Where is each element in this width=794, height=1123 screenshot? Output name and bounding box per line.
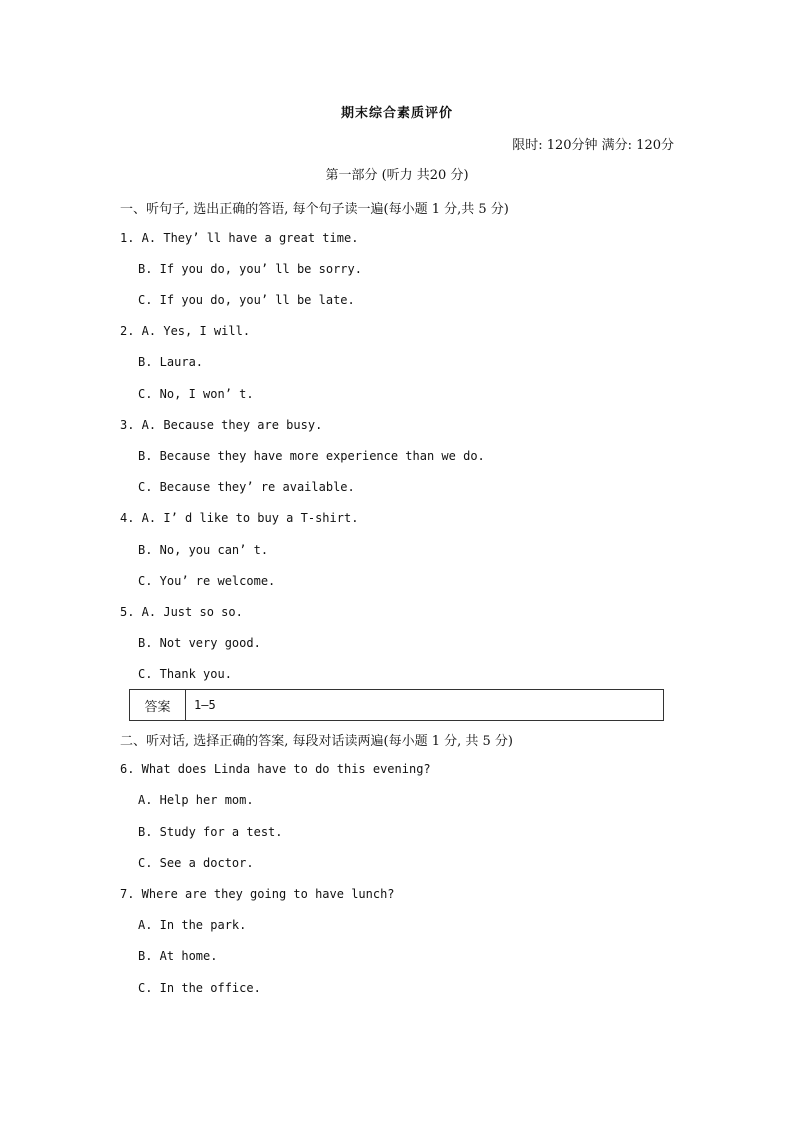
question-1: 1. A. They’ ll have a great time. (120, 231, 359, 245)
q7-option-a: A. In the park. (138, 918, 247, 932)
section-2-heading: 二、听对话, 选择正确的答案, 每段对话读两遍(每小题 1 分, 共 5 分) (120, 734, 514, 749)
q6-option-c: C. See a doctor. (138, 856, 254, 870)
q2-option-b: B. Laura. (138, 355, 204, 369)
question-4: 4. A. I’ d like to buy a T-shirt. (120, 511, 359, 525)
answer-range: 1—5 (194, 698, 216, 712)
q6-option-b: B. Study for a test. (138, 825, 283, 839)
q4-option-b: B. No, you can’ t. (138, 543, 269, 557)
q3-option-b: B. Because they have more experience than we do. (138, 449, 485, 463)
question-7: 7. Where are they going to have lunch? (120, 887, 395, 901)
q7-option-c: C. In the office. (138, 981, 261, 995)
q2-option-c: C. No, I won’ t. (138, 387, 254, 401)
page-title: 期末综合素质评价 (340, 106, 453, 121)
question-6: 6. What does Linda have to do this evening? (120, 762, 431, 776)
time-score-info: 限时: 120分钟 满分: 120分 (512, 138, 674, 153)
q6-option-a: A. Help her mom. (138, 793, 254, 807)
answer-table (129, 689, 664, 721)
q7-option-b: B. At home. (138, 949, 218, 963)
question-2: 2. A. Yes, I will. (120, 324, 251, 338)
q4-option-c: C. You’ re welcome. (138, 574, 276, 588)
q5-option-b: B. Not very good. (138, 636, 261, 650)
section-1-heading: 一、听句子, 选出正确的答语, 每个句子读一遍(每小题 1 分,共 5 分) (120, 202, 509, 217)
question-3: 3. A. Because they are busy. (120, 418, 323, 432)
question-5: 5. A. Just so so. (120, 605, 243, 619)
q1-option-b: B. If you do, you’ ll be sorry. (138, 262, 362, 276)
q1-option-c: C. If you do, you’ ll be late. (138, 293, 355, 307)
part-heading: 第一部分 (听力 共20 分) (325, 168, 469, 183)
q5-option-c: C. Thank you. (138, 667, 232, 681)
answer-label: 答案 (130, 690, 186, 720)
q3-option-c: C. Because they’ re available. (138, 480, 355, 494)
